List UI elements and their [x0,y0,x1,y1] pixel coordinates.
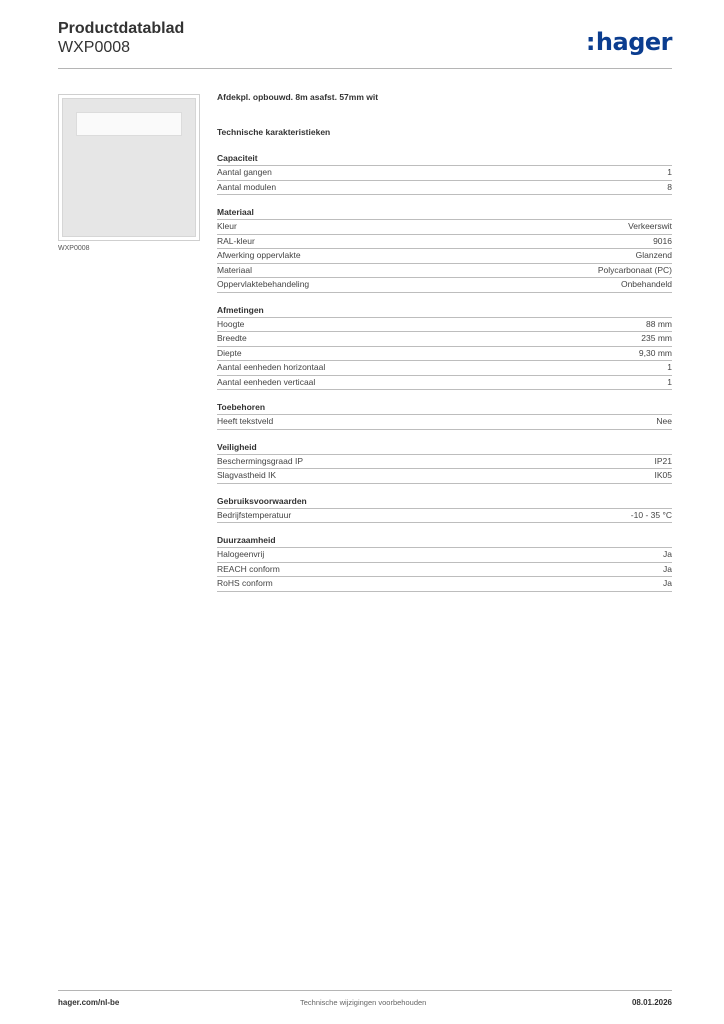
spec-row [217,278,672,293]
spec-section [217,207,672,293]
spec-row [217,455,672,470]
page-title: Productdatablad [58,20,185,37]
spec-label: Bedrijfstemperatuur [217,509,292,520]
spec-row [217,361,672,376]
spec-sections [217,153,672,592]
spec-value: 235 mm [641,333,672,343]
spec-value: -10 - 35 °C [630,509,672,520]
spec-value: Nee [656,416,672,426]
product-description: Afdekpl. opbouwd. 8m asafst. 57mm wit [217,92,379,102]
spec-row [217,318,672,333]
spec-content [217,92,672,592]
spec-row [217,469,672,484]
spec-value: IP21 [654,455,672,466]
spec-value: 1 [667,362,672,372]
spec-row [217,415,672,430]
spec-label: RAL-kleur [217,235,255,246]
section-title: Afmetingen [217,305,672,318]
spec-section [217,402,672,430]
spec-label: Kleur [217,221,237,231]
spec-row [217,563,672,578]
spec-label: Breedte [217,333,247,343]
spec-row [217,548,672,563]
spec-row [217,347,672,362]
spec-value: Onbehandeld [620,279,672,289]
spec-section [217,496,672,524]
section-title: Capaciteit [217,153,672,166]
product-image-frame [58,94,200,241]
section-title: Toebehoren [217,402,672,415]
spec-row [217,249,672,264]
product-image-recess [76,112,182,136]
spec-label: Diepte [217,347,242,358]
hager-logo [586,28,672,56]
spec-row [217,220,672,235]
footer-date: 08.01.2026 [631,998,672,1007]
technical-characteristics-title: Technische karakteristieken [217,127,331,137]
spec-row [217,332,672,347]
spec-label: Heeft tekstveld [217,416,274,426]
spec-label: Hoogte [217,318,245,329]
header-divider [58,68,672,69]
footer-notice: Technische wijzigingen voorbehouden [300,998,427,1007]
footer-divider [58,990,672,991]
product-image-caption: WXP0008 [58,245,90,252]
spec-value: Verkeerswit [628,221,672,231]
spec-label: REACH conform [217,563,280,574]
spec-value: 8 [667,181,672,192]
spec-section [217,442,672,484]
spec-section [217,535,672,592]
spec-label: Aantal modulen [217,181,277,192]
spec-label: Afwerking oppervlakte [217,250,301,260]
spec-value: Glanzend [635,250,672,260]
spec-label: Aantal eenheden verticaal [217,376,316,387]
spec-row [217,509,672,524]
spec-section [217,305,672,391]
spec-value: 1 [667,376,672,387]
spec-value: Ja [663,563,672,574]
spec-label: Materiaal [217,264,252,275]
spec-row [217,166,672,181]
spec-label: Halogeenvrij [217,549,265,559]
section-title: Veiligheid [217,442,672,455]
spec-value: Ja [663,578,672,588]
spec-label: Aantal eenheden horizontaal [217,362,326,372]
spec-value: 9016 [653,235,672,246]
product-code: WXP0008 [58,39,131,56]
spec-value: IK05 [654,470,672,480]
spec-row [217,264,672,279]
spec-value: 9,30 mm [638,347,672,358]
spec-label: RoHS conform [217,578,273,588]
spec-value: 88 mm [646,318,672,329]
spec-value: Polycarbonaat (PC) [597,264,672,275]
spec-row [217,181,672,196]
section-title: Materiaal [217,207,672,220]
spec-row [217,235,672,250]
spec-label: Aantal gangen [217,167,272,177]
section-title: Duurzaamheid [217,535,672,548]
spec-value: Ja [663,549,672,559]
spec-section [217,153,672,195]
section-title: Gebruiksvoorwaarden [217,496,672,509]
spec-value: 1 [667,167,672,177]
spec-label: Slagvastheid IK [217,470,277,480]
logo-colon: : [585,28,595,56]
logo-text: hager [595,28,672,56]
footer-website: hager.com/nl-be [58,998,120,1007]
product-image [62,98,196,237]
spec-label: Beschermingsgraad IP [217,455,303,466]
spec-label: Oppervlaktebehandeling [217,279,310,289]
spec-row [217,376,672,391]
spec-row [217,577,672,592]
